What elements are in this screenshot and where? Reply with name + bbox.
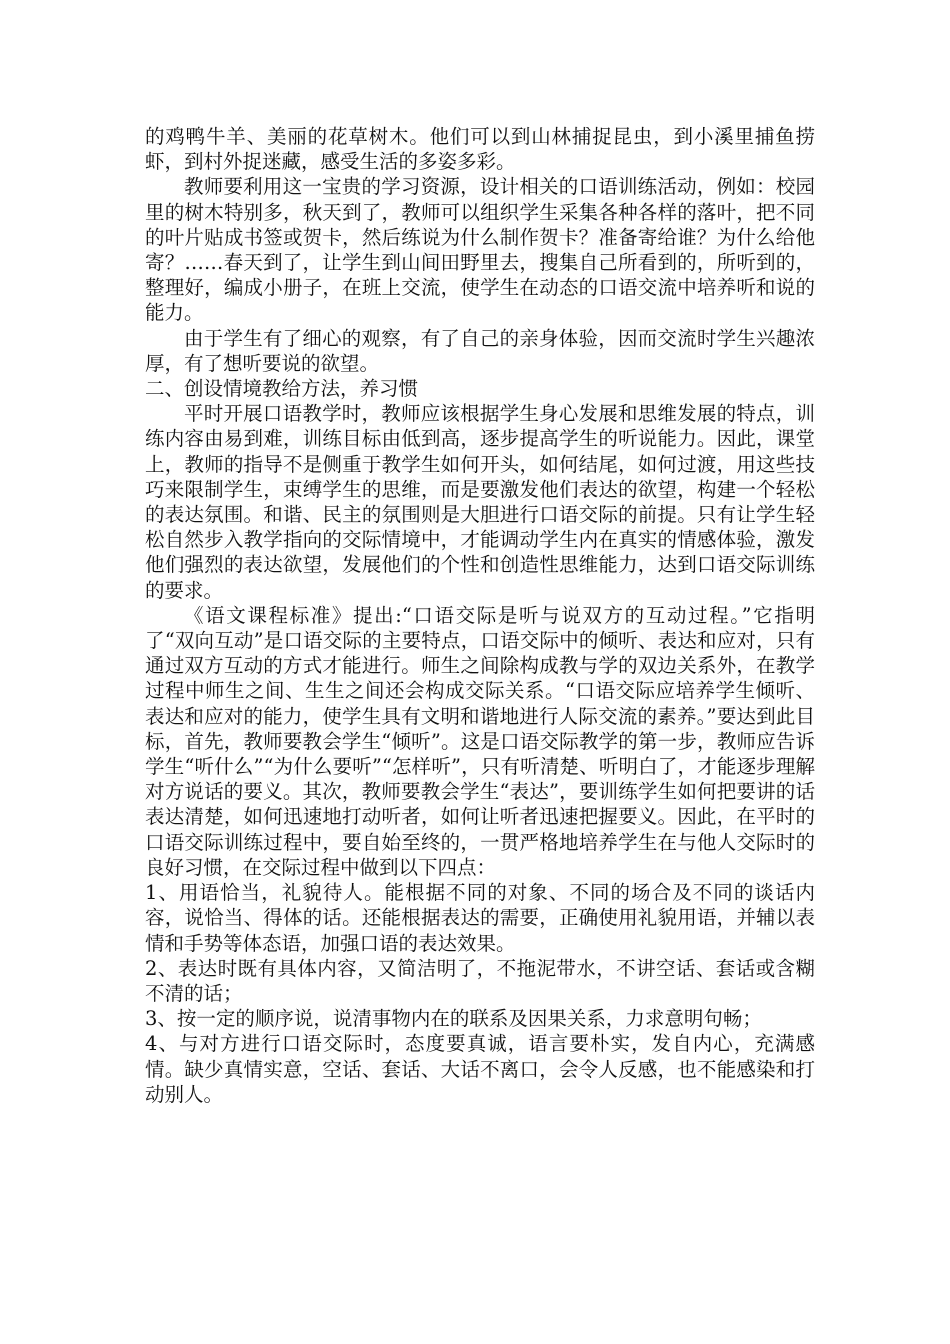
list-item-4: 4、与对方进行口语交际时，态度要真诚，语言要朴实，发自内心，充满感情。缺少真情实意，空话、套话、大话不离口，会令人反感，也不能感染和打动别人。 — [145, 1032, 815, 1106]
paragraph-continuation: 的鸡鸭牛羊、美丽的花草树木。他们可以到山林捕捉昆虫，到小溪里捕鱼捞虾，到村外捉迷藏，感受生活的多姿多彩。 — [145, 125, 815, 174]
list-item-3: 3、按一定的顺序说，说清事物内在的联系及因果关系，力求意明句畅； — [145, 1007, 762, 1031]
paragraph-student-interest: 由于学生有了细心的观察，有了自己的亲身体验，因而交流时学生兴趣浓厚，有了想听要说的欲望。 — [145, 326, 815, 375]
section-heading-2: 二、创设情境教给方法，养习惯 — [145, 377, 419, 401]
paragraph-teaching-method: 平时开展口语教学时，教师应该根据学生身心发展和思维发展的特点，训练内容由易到难，训练目标由低到高，逐步提高学生的听说能力。因此，课堂上，教师的指导不是侧重于教学生如何开头，如何结尾，如何过渡，用这些技巧来限制学生，束缚学生的思维，而是要激发他们表达的欲望，构建一个轻松的表达氛围。和谐、民主的氛围则是大胆进行口语交际的前提。只有让学生轻松自然步入教学指向的交际情境中，才能调动学生内在真实的情感体验，激发他们强烈的表达欲望，发展他们的个性和创造性思维能力，达到口语交际训练的要求。 — [145, 402, 815, 602]
paragraph-curriculum-standard: 《语文课程标准》提出:“口语交际是听与说双方的互动过程。”它指明了“双向互动”是口语交际的主要特点，口语交际中的倾听、表达和应对，只有通过双方互动的方式才能进行。师生之间除构成教与学的双边关系外，在教学过程中师生之间、生生之间还会构成交际关系。“口语交际应培养学生倾听、表达和应对的能力，使学生具有文明和谐地进行人际交流的素养。”要达到此目标，首先，教师要教会学生“倾听”。这是口语交际教学的第一步，教师应告诉学生“听什么”“为什么要听”“怎样听”，只有听清楚、听明白了，才能逐步理解对方说话的要义。其次，教师要教会学生“表达”，要训练学生如何把要讲的话表达清楚，如何迅速地打动听者，如何让听者迅速把握要义。因此，在平时的口语交际训练过程中，要自始至终的，一贯严格地培养学生在与他人交际时的良好习惯，在交际过程中做到以下四点： — [145, 603, 815, 879]
paragraph-learning-resources: 教师要利用这一宝贵的学习资源，设计相关的口语训练活动，例如：校园里的树木特别多，秋天到了，教师可以组织学生采集各种各样的落叶，把不同的叶片贴成书签或贺卡，然后练说为什么制作贺卡？准备寄给谁？为什么给他寄？……春天到了，让学生到山间田野里去，搜集自己所看到的，所听到的，整理好，编成小册子，在班上交流，使学生在动态的口语交流中培养听和说的能力。 — [145, 175, 815, 325]
list-item-2: 2、表达时既有具体内容，又简洁明了，不拖泥带水，不讲空话、套话或含糊不清的话； — [145, 956, 815, 1005]
document-body — [145, 124, 815, 1107]
list-item-1: 1、用语恰当，礼貌待人。能根据不同的对象、不同的场合及不同的谈话内容，说恰当、得体的话。还能根据表达的需要，正确使用礼貌用语，并辅以表情和手势等体态语，加强口语的表达效果。 — [145, 881, 815, 955]
